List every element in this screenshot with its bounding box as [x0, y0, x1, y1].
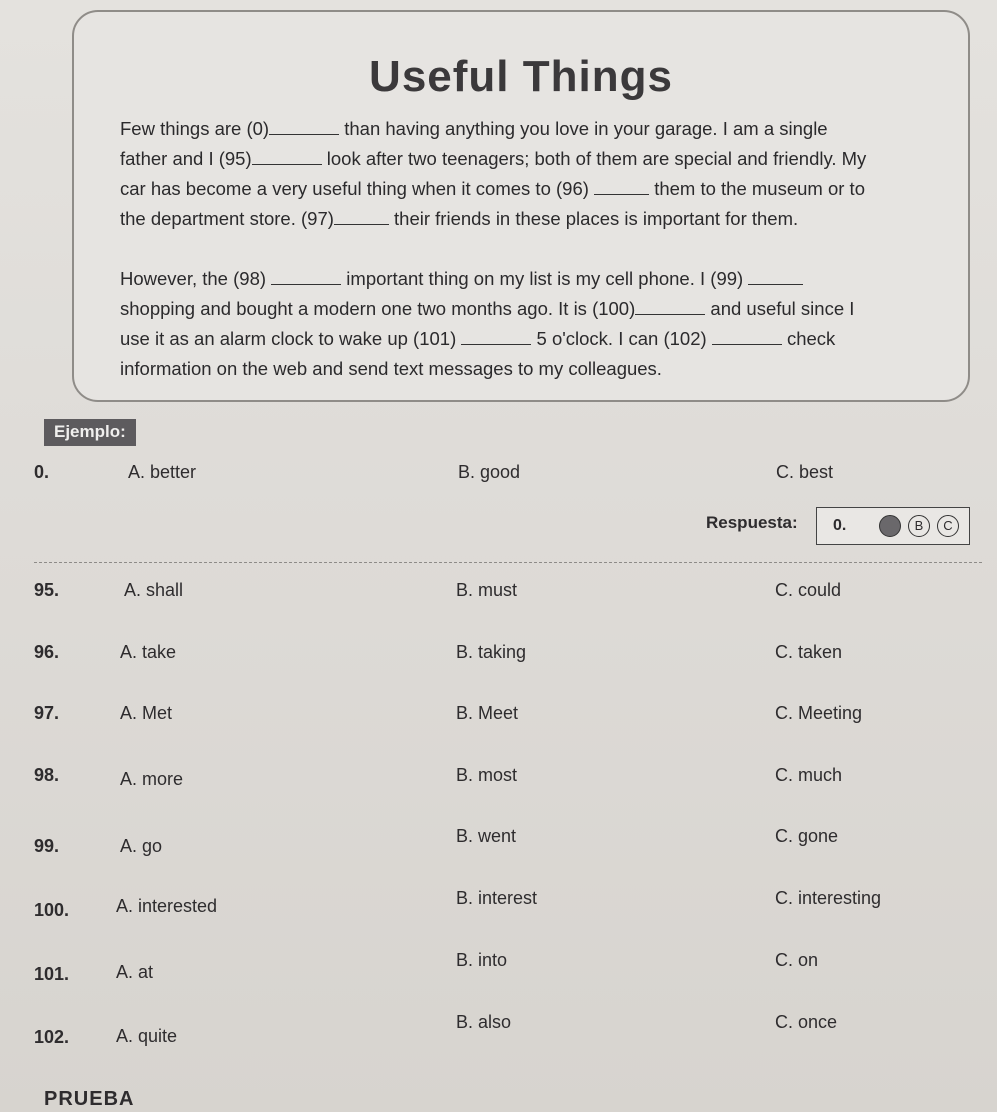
text-fragment: information on the web and send text messages to my colleagues. [120, 358, 662, 379]
blank-97 [334, 210, 389, 225]
option-a[interactable]: A. more [120, 769, 184, 789]
question-number: 0. [34, 462, 50, 482]
text-fragment: the department store. (97) [120, 208, 334, 229]
option-a[interactable]: A. Met [120, 703, 173, 723]
option-a[interactable]: A. go [120, 836, 163, 856]
option-a: A. better [128, 462, 197, 482]
answer-number: 0. [833, 517, 847, 534]
answer-bubble-c[interactable]: C [937, 515, 959, 537]
text-fragment: and useful since I [710, 298, 855, 319]
option-b: B. good [458, 462, 521, 482]
passage-paragraph-1 [120, 114, 940, 234]
text-fragment: However, the (98) [120, 268, 267, 289]
text-fragment: check [786, 328, 836, 349]
text-fragment: 5 o'clock. I can (102) [536, 328, 707, 349]
footer-label: PRUEBA [44, 1088, 135, 1110]
option-c[interactable]: C. on [775, 950, 819, 970]
option-b[interactable]: B. taking [456, 642, 527, 662]
question-number: 98. [34, 765, 60, 785]
text-fragment: their friends in these places is important for them. [394, 208, 799, 229]
option-a[interactable]: A. at [116, 962, 154, 982]
answer-bubble-a[interactable]: A [879, 515, 901, 537]
option-b[interactable]: B. also [456, 1012, 512, 1032]
option-c[interactable]: C. gone [775, 826, 839, 846]
reading-passage-box [72, 10, 970, 402]
text-fragment: shopping and bought a modern one two months ago. It is (100) [120, 298, 636, 319]
blank-95 [252, 150, 322, 165]
text-fragment: car has become a very useful thing when it comes to (96) [120, 178, 589, 199]
passage-paragraph-2 [120, 264, 940, 384]
question-number: 97. [34, 703, 60, 723]
text-fragment: look after two teenagers; both of them are special and friendly. My [326, 148, 867, 169]
question-number: 99. [34, 836, 60, 856]
option-b[interactable]: B. most [456, 765, 518, 785]
option-c: C. best [776, 462, 834, 482]
question-row-102 [0, 1012, 997, 1047]
question-number: 100. [34, 900, 70, 920]
option-c[interactable]: C. once [775, 1012, 838, 1032]
text-fragment: important thing on my list is my cell phone. I (99) [346, 268, 744, 289]
question-row-96 [0, 642, 997, 672]
example-question-row [0, 462, 997, 492]
example-label: Ejemplo: [44, 419, 136, 446]
option-c[interactable]: C. could [775, 580, 842, 600]
question-number: 95. [34, 580, 60, 600]
section-divider [34, 562, 982, 563]
question-row-97 [0, 703, 997, 733]
blank-100 [635, 300, 705, 315]
question-number: 101. [34, 964, 70, 984]
option-b[interactable]: B. must [456, 580, 518, 600]
option-b[interactable]: B. went [456, 826, 517, 846]
option-a[interactable]: A. take [120, 642, 177, 662]
blank-96 [594, 180, 649, 195]
answer-label: Respuesta: [706, 513, 798, 532]
answer-box [816, 507, 970, 545]
blank-99 [748, 270, 803, 285]
option-a[interactable]: A. interested [116, 896, 218, 916]
option-b[interactable]: B. Meet [456, 703, 519, 723]
question-row-101 [0, 950, 997, 984]
option-a[interactable]: A. shall [124, 580, 184, 600]
option-b[interactable]: B. into [456, 950, 508, 970]
option-c[interactable]: C. interesting [775, 888, 882, 908]
option-b[interactable]: B. interest [456, 888, 538, 908]
option-c[interactable]: C. much [775, 765, 843, 785]
passage-title: Useful Things [369, 52, 673, 101]
blank-0 [269, 120, 339, 135]
text-fragment: them to the museum or to [654, 178, 865, 199]
option-c[interactable]: C. Meeting [775, 703, 863, 723]
answer-bubble-b[interactable]: B [908, 515, 930, 537]
text-fragment: than having anything you love in your garage. I am a single [344, 118, 828, 139]
text-fragment: Few things are (0) [120, 118, 270, 139]
question-row-100 [0, 888, 997, 918]
blank-102 [712, 330, 782, 345]
text-fragment: use it as an alarm clock to wake up (101) [120, 328, 457, 349]
blank-101 [461, 330, 531, 345]
question-row-95 [0, 580, 997, 610]
text-fragment: father and I (95) [120, 148, 252, 169]
question-row-98 [0, 765, 997, 795]
option-c[interactable]: C. taken [775, 642, 843, 662]
blank-98 [271, 270, 341, 285]
question-number: 102. [34, 1027, 70, 1047]
question-row-99 [0, 826, 997, 856]
question-number: 96. [34, 642, 60, 662]
option-a[interactable]: A. quite [116, 1026, 178, 1046]
